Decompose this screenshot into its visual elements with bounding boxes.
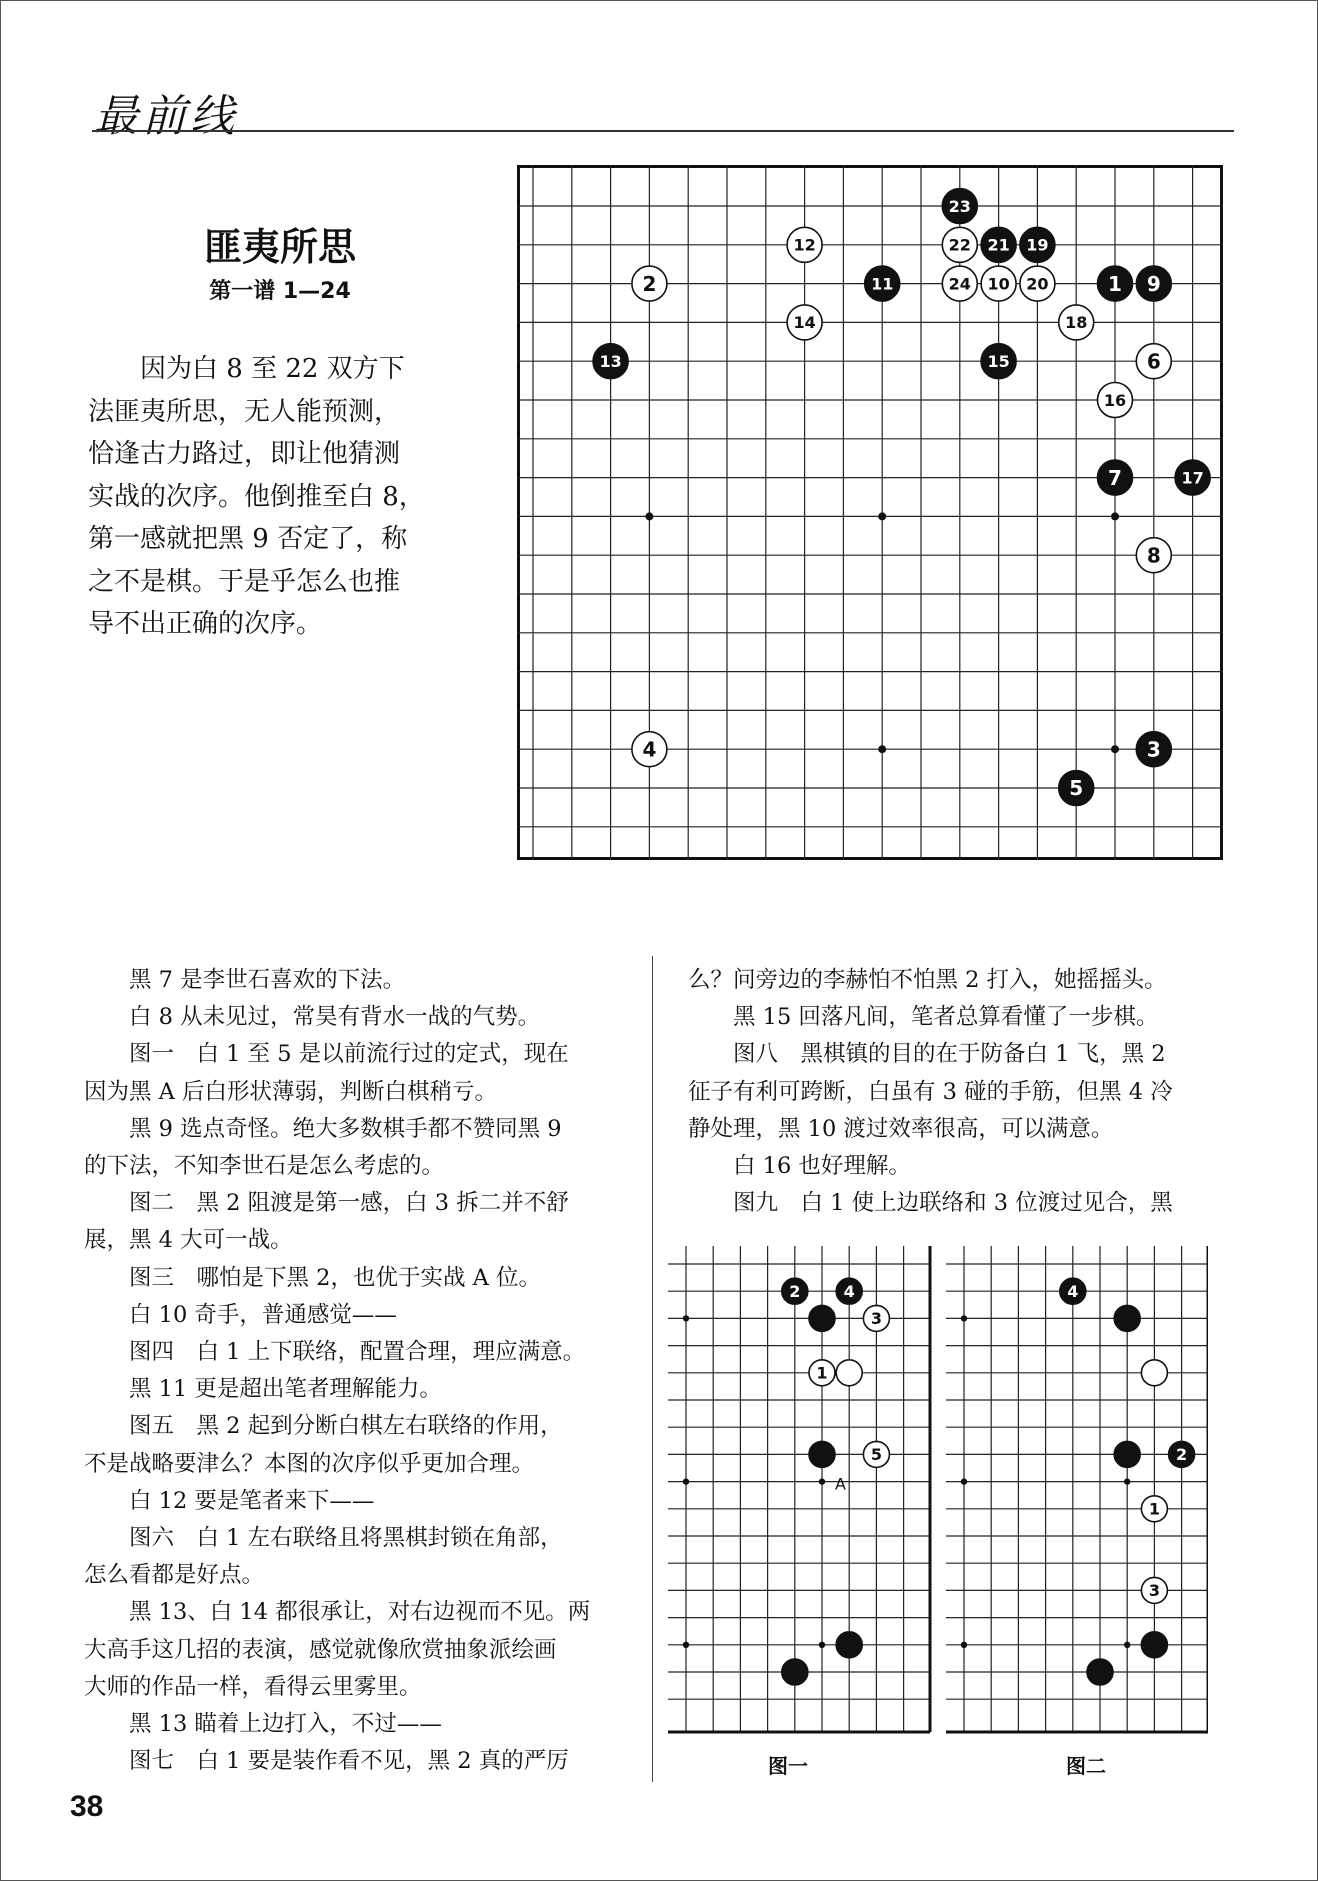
star-point (683, 1315, 689, 1321)
stone-number: 18 (1065, 313, 1088, 333)
diagram-1-caption: 图一 (768, 1754, 808, 1778)
black-stone (782, 1659, 808, 1685)
star-point (961, 1478, 967, 1484)
body-line: 图四 白 1 上下联络，配置合理，理应满意。 (84, 1339, 586, 1366)
body-line: 白 8 从未见过，常昊有背水一战的气势。 (84, 1004, 541, 1031)
stone-number: 3 (1148, 1581, 1160, 1601)
body-line: 展，黑 4 大可一战。 (84, 1227, 293, 1254)
stone-number: 13 (599, 351, 622, 371)
stone-number: 22 (948, 235, 971, 255)
stone-number: 11 (871, 274, 894, 294)
stone-number: 16 (1103, 390, 1127, 410)
intro-line: 之不是棋。于是乎怎么也推 (88, 566, 401, 597)
black-stone (1087, 1659, 1113, 1685)
body-line: 图八 黑棋镇的目的在于防备白 1 飞，黑 2 (688, 1041, 1166, 1068)
body-line: 怎么看都是好点。 (84, 1562, 265, 1589)
stone-number: 3 (1146, 737, 1161, 762)
stone-number: 20 (1026, 274, 1049, 294)
diagram-1-board (668, 1246, 932, 1734)
stone-number: 1 (1108, 271, 1122, 296)
intro-line: 实战的次序。他倒推至白 8， (88, 481, 425, 512)
body-line: 静处理，黑 10 渡过效率很高，可以满意。 (688, 1115, 1114, 1142)
body-line: 大高手这几招的表演，感觉就像欣赏抽象派绘画 (84, 1636, 557, 1663)
body-line: 图三 哪怕是下黑 2，也优于实战 A 位。 (84, 1264, 542, 1291)
article-title: 匪夷所思 (203, 225, 356, 269)
body-line: 图六 白 1 左右联络且将黑棋封锁在角部， (84, 1525, 563, 1552)
stone-number: 10 (987, 274, 1010, 294)
body-line: 黑 15 回落凡间，笔者总算看懂了一步棋。 (688, 1004, 1159, 1031)
body-line: 黑 7 是李世石喜欢的下法。 (84, 967, 406, 993)
body-line: 图一 白 1 至 5 是以前流行过的定式，现在 (84, 1041, 569, 1068)
stone-number: 3 (870, 1309, 882, 1329)
body-line: 不是战略要津么？本图的次序似乎更加合理。 (84, 1450, 535, 1477)
stone-number: 5 (1069, 776, 1084, 801)
star-point (878, 745, 886, 753)
stone-number: 5 (870, 1445, 882, 1465)
stone-number: 1 (1148, 1499, 1160, 1519)
diagram-grid (946, 1246, 1208, 1732)
stone-number: 1 (816, 1363, 828, 1383)
intro-text (88, 348, 462, 646)
star-point (683, 1478, 689, 1484)
column-divider (652, 956, 653, 1782)
stone-number: 4 (1067, 1281, 1079, 1301)
body-line: 图二 黑 2 阻渡是第一感，白 3 拆二并不舒 (84, 1190, 569, 1217)
stone-number: 15 (987, 351, 1010, 371)
black-stone (836, 1632, 862, 1658)
body-line: 大师的作品一样，看得云里雾里。 (84, 1673, 422, 1700)
white-stone (836, 1360, 862, 1386)
star-point (683, 1642, 689, 1648)
stone-number: 6 (1146, 349, 1161, 374)
star-point (819, 1642, 825, 1648)
stone-number: 21 (987, 235, 1010, 255)
body-line: 图五 黑 2 起到分断白棋左右联络的作用， (84, 1413, 563, 1440)
body-column-right (688, 962, 1236, 1222)
body-line: 黑 13、白 14 都很承让，对右边视而不见。两 (84, 1599, 591, 1626)
body-line: 图七 白 1 要是装作看不见，黑 2 真的严厉 (84, 1748, 569, 1775)
stone-number: 2 (1176, 1445, 1188, 1465)
stone-number: 7 (1108, 465, 1122, 490)
body-line: 征子有利可跨断，白虽有 3 碰的手筋，但黑 4 冷 (688, 1078, 1173, 1105)
stone-number: 14 (793, 313, 816, 333)
white-stone (1141, 1360, 1167, 1386)
intro-line: 第一感就把黑 9 否定了，称 (88, 524, 408, 554)
black-stone (1114, 1305, 1140, 1331)
stone-number: 23 (948, 196, 971, 216)
black-stone (1114, 1441, 1140, 1467)
stone-number: 24 (948, 274, 971, 294)
star-point (1124, 1642, 1130, 1648)
black-stone (809, 1305, 835, 1331)
running-header: 最前线 (94, 91, 238, 142)
stone-number: 9 (1146, 271, 1161, 296)
star-point (961, 1642, 967, 1648)
point-marker-label: A (835, 1474, 846, 1494)
stone-number: 2 (642, 271, 657, 296)
main-go-board (517, 165, 1223, 860)
body-line: 因为黑 A 后白形状薄弱，判断白棋稍亏。 (84, 1078, 498, 1105)
body-line: 么？问旁边的李赫怕不怕黑 2 打入，她摇摇头。 (688, 967, 1167, 993)
diagram-2-board (946, 1246, 1208, 1734)
article-subtitle: 第一谱 1—24 (209, 279, 351, 304)
star-point (1111, 745, 1119, 753)
diagram-2-caption: 图二 (1066, 1754, 1106, 1778)
intro-line: 法匪夷所思，无人能预测， (88, 396, 401, 427)
page-number: 38 (70, 1790, 104, 1823)
star-point (961, 1315, 967, 1321)
intro-line: 导不出正确的次序。 (88, 609, 323, 639)
stone-number: 4 (843, 1281, 855, 1301)
body-line: 的下法，不知李世石是怎么考虑的。 (84, 1153, 445, 1180)
stone-number: 4 (642, 737, 657, 762)
star-point (878, 512, 886, 520)
body-line: 白 12 要是笔者来下—— (84, 1487, 375, 1514)
star-point (819, 1478, 825, 1484)
star-point (1124, 1478, 1130, 1484)
stone-number: 2 (789, 1281, 801, 1301)
stone-number: 12 (793, 235, 816, 255)
star-point (645, 512, 653, 520)
body-line: 黑 9 选点奇怪。绝大多数棋手都不赞同黑 9 (84, 1115, 562, 1142)
header-rule (92, 130, 1234, 132)
black-stone (809, 1441, 835, 1467)
body-line: 图九 白 1 使上边联络和 3 位渡过见合，黑 (688, 1190, 1173, 1217)
body-line: 黑 13 瞄着上边打入，不过—— (84, 1711, 442, 1738)
body-column-left (84, 962, 624, 1780)
intro-line: 恰逢古力路过，即让他猜测 (88, 439, 401, 469)
body-line: 白 16 也好理解。 (688, 1153, 911, 1180)
star-point (1111, 512, 1119, 520)
black-stone (1141, 1632, 1167, 1658)
stone-number: 17 (1181, 468, 1204, 488)
body-line: 白 10 奇手，普通感觉—— (84, 1301, 397, 1328)
body-line: 黑 11 更是超出笔者理解能力。 (84, 1376, 442, 1403)
stone-number: 19 (1026, 235, 1049, 255)
intro-line: 因为白 8 至 22 双方下 (88, 354, 405, 384)
stone-number: 8 (1146, 543, 1161, 568)
